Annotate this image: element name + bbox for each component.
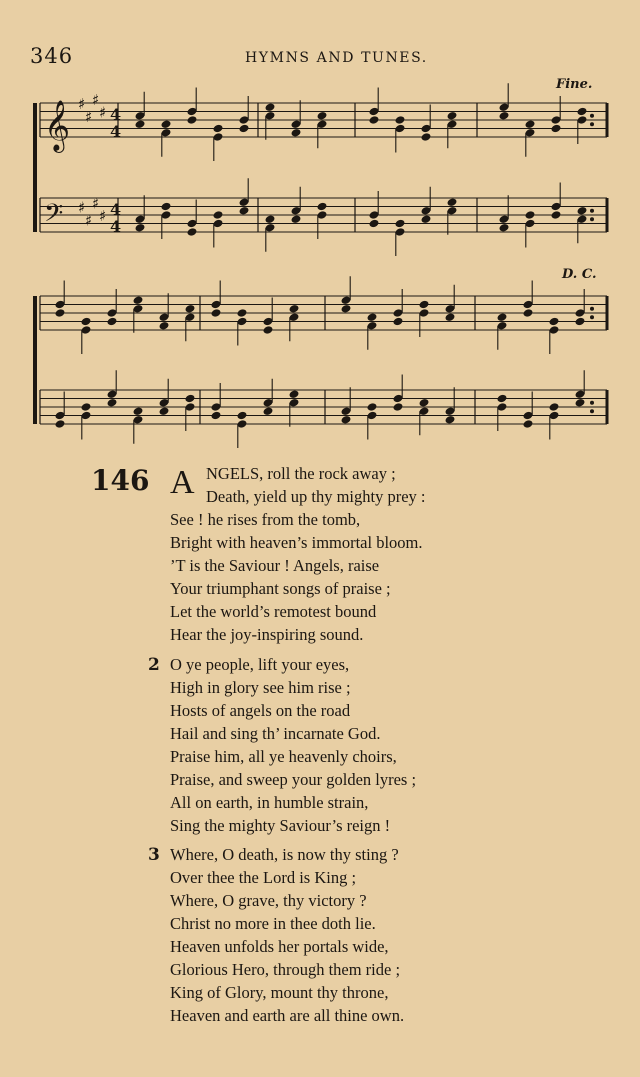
note-head — [577, 206, 588, 216]
note-head — [263, 406, 274, 416]
note-head — [239, 124, 250, 134]
verse-line: Let the world’s remotest bound — [170, 602, 377, 621]
verse-line: Hosts of angels on the road — [170, 701, 351, 720]
note-head — [185, 304, 196, 314]
note-head — [445, 312, 456, 322]
hymn-number: 146 — [91, 464, 150, 497]
note-head — [499, 111, 510, 121]
note-head — [393, 402, 404, 412]
sharp-sign: ♯ — [78, 95, 86, 113]
verse-line: Where, O grave, thy victory ? — [170, 891, 367, 910]
note-head — [525, 119, 536, 129]
note-head — [393, 317, 404, 327]
time-signature: 4 — [110, 200, 122, 219]
note-head — [291, 214, 302, 224]
note-head — [367, 402, 378, 412]
music-score — [0, 0, 640, 460]
verse-line: Your triumphant songs of praise ; — [170, 579, 391, 598]
note-head — [159, 406, 170, 416]
note-head — [551, 124, 562, 134]
verse-number: 3 — [148, 845, 160, 865]
note-head — [107, 317, 118, 327]
time-signature: 4 — [110, 217, 122, 236]
system-bracket — [33, 296, 37, 424]
note-head — [239, 206, 250, 216]
verse-line: ’T is the Saviour ! Angels, raise — [170, 556, 380, 575]
note-head — [135, 119, 146, 129]
repeat-dot — [590, 209, 594, 213]
verse-line: All on earth, in humble strain, — [170, 793, 369, 812]
note-head — [161, 202, 172, 212]
repeat-dot — [590, 315, 594, 319]
note-head — [575, 317, 586, 327]
time-signature: 4 — [110, 105, 122, 124]
note-head — [395, 115, 406, 125]
note-head — [549, 402, 560, 412]
repeat-dot — [590, 401, 594, 405]
note-head — [213, 124, 224, 134]
sharp-sign: ♯ — [99, 103, 107, 122]
system-bracket — [33, 103, 37, 232]
note-head — [341, 415, 352, 425]
running-title: HYMNS AND TUNES. — [245, 50, 428, 66]
sharp-sign: ♯ — [92, 90, 100, 109]
note-head — [289, 304, 300, 314]
note-head — [187, 115, 198, 125]
note-head — [499, 223, 510, 233]
note-head — [211, 308, 222, 318]
verse-line: Heaven and earth are all thine own. — [170, 1006, 405, 1025]
verse-line: Heaven unfolds her portals wide, — [170, 937, 389, 956]
verse-line: Over thee the Lord is King ; — [170, 868, 357, 887]
repeat-dot — [590, 217, 594, 221]
note-head — [211, 411, 222, 421]
verse-line: Praise, and sweep your golden lyres ; — [170, 770, 417, 789]
verse-line: Hail and sing th’ incarnate God. — [170, 724, 381, 743]
note-head — [395, 219, 406, 229]
verse-line: Where, O death, is now thy sting ? — [170, 845, 399, 864]
note-head — [317, 202, 328, 212]
note-head — [549, 317, 560, 327]
note-head — [523, 419, 534, 429]
note-head — [265, 214, 276, 224]
note-head — [551, 210, 562, 220]
note-head — [133, 406, 144, 416]
sharp-sign: ♯ — [99, 207, 107, 225]
hymn-first-line: NGELS, roll the rock away ; — [206, 464, 396, 483]
note-head — [107, 398, 118, 408]
verse-line: Sing the mighty Saviour’s reign ! — [170, 816, 391, 835]
note-head — [523, 308, 534, 318]
note-head — [81, 317, 92, 327]
verse-line: Hear the joy-inspiring sound. — [170, 625, 364, 644]
verse-line: Death, yield up thy mighty prey : — [206, 487, 426, 506]
drop-cap-letter: A — [170, 464, 195, 501]
note-head — [419, 398, 430, 408]
repeat-dot — [590, 114, 594, 118]
note-head — [185, 394, 196, 404]
note-head — [265, 102, 276, 112]
note-head — [133, 295, 144, 305]
time-signature: 4 — [110, 122, 122, 141]
verse-line: Christ no more in thee doth lie. — [170, 914, 376, 933]
sharp-sign: ♯ — [85, 211, 93, 230]
verse-line: See ! he rises from the tomb, — [170, 510, 361, 529]
note-head — [447, 197, 458, 207]
note-head — [237, 411, 248, 421]
sharp-sign: ♯ — [85, 107, 93, 126]
note-head — [421, 132, 432, 142]
dc-marking: D. C. — [562, 267, 597, 282]
sharp-sign: ♯ — [78, 198, 86, 217]
verse-line: O ye people, lift your eyes, — [170, 655, 350, 674]
note-head — [237, 308, 248, 318]
note-head — [317, 111, 328, 121]
note-head — [367, 312, 378, 322]
repeat-dot — [590, 122, 594, 126]
note-head — [419, 300, 430, 310]
note-head — [187, 227, 198, 237]
page-number: 346 — [30, 44, 74, 68]
verse-line: King of Glory, mount thy throne, — [170, 983, 389, 1002]
fine-marking: Fine. — [556, 77, 593, 92]
note-head — [289, 389, 300, 399]
note-head — [497, 312, 508, 322]
note-head — [525, 210, 536, 220]
verse-line: Praise him, all ye heavenly choirs, — [170, 747, 397, 766]
note-head — [369, 115, 380, 125]
note-head — [263, 325, 274, 335]
repeat-dot — [590, 307, 594, 311]
repeat-dot — [590, 409, 594, 413]
note-head — [291, 128, 302, 138]
note-head — [577, 107, 588, 117]
note-head — [421, 214, 432, 224]
note-head — [575, 398, 586, 408]
note-head — [55, 419, 66, 429]
note-head — [55, 308, 66, 318]
note-head — [341, 304, 352, 314]
note-head — [213, 210, 224, 220]
note-head — [497, 394, 508, 404]
bass-clef: 𝄢 — [44, 199, 64, 234]
note-head — [81, 402, 92, 412]
note-head — [135, 223, 146, 233]
treble-clef: 𝄞 — [44, 100, 71, 151]
verse-line: High in glory see him rise ; — [170, 678, 351, 697]
verse-number: 2 — [148, 655, 160, 675]
sharp-sign: ♯ — [92, 194, 100, 213]
note-head — [445, 415, 456, 425]
verse-line: Bright with heaven’s immortal bloom. — [170, 533, 423, 552]
note-head — [447, 111, 458, 121]
note-head — [159, 321, 170, 331]
verse-line: Glorious Hero, through them ride ; — [170, 960, 401, 979]
note-head — [369, 219, 380, 229]
note-head — [161, 119, 172, 129]
